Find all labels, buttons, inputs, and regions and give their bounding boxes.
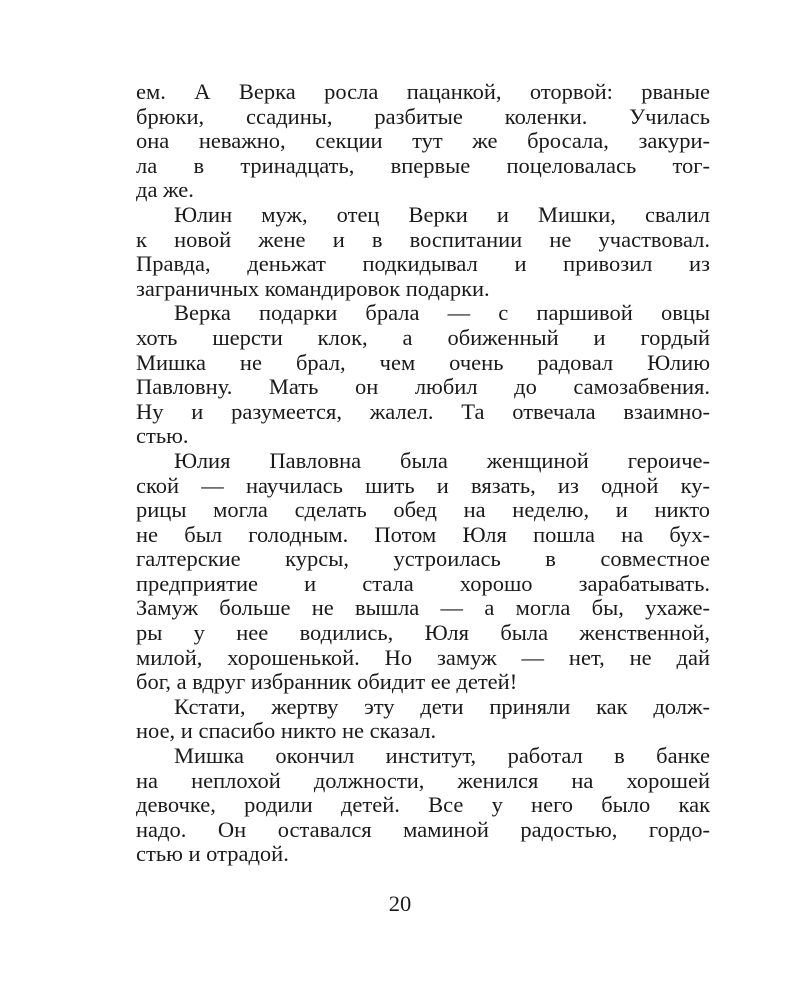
text-line: к новой жене и в воспитании не участвовал. (136, 226, 710, 252)
text-line: заграничных командировок подарки. (136, 275, 490, 301)
text-line: она неважно, секции тут же бросала, закури- (136, 128, 710, 154)
text-line: Верка подарки брала — с паршивой овцы (174, 300, 710, 326)
text-line: да же. (136, 177, 194, 203)
text-line: ем. А Верка росла пацанкой, оторвой: рваные (136, 79, 710, 104)
text-line: Юлин муж, отец Верки и Мишки, свалил (174, 201, 710, 227)
page-body (136, 80, 710, 867)
text-line: предприятие и стала хорошо зарабатывать. (136, 570, 710, 596)
text-line: галтерские курсы, устроилась в совместное (136, 546, 710, 572)
text-line: девочке, родили детей. Все у него было как (136, 792, 710, 818)
text-line: ное, и спасибо никто не сказал. (136, 718, 437, 744)
text-line: не был голодным. Потом Юля пошла на бух- (136, 521, 710, 547)
text-line: Кстати, жертву эту дети приняли как долж- (174, 693, 710, 719)
text-line: Павловну. Мать он любил до самозабвения. (136, 374, 710, 400)
text-line: Мишка окончил институт, работал в банке (174, 743, 710, 769)
text-line: Ну и разумеется, жалел. Та отвечала взаимно- (136, 398, 710, 424)
text-line: хоть шерсти клок, а обиженный и гордый (136, 324, 710, 350)
text-line: бог, а вдруг избранник обидит ее детей! (136, 669, 518, 695)
text-line: Юлия Павловна была женщиной героиче- (174, 447, 710, 473)
page-number: 20 (388, 891, 412, 916)
text-line: на неплохой должности, женился на хорошей (136, 767, 710, 793)
text-line: стью и отрадой. (136, 841, 289, 867)
text-line: брюки, ссадины, разбитые коленки. Училась (136, 103, 710, 129)
text-line: ской — научилась шить и вязать, из одной ку- (136, 472, 710, 498)
text-line: надо. Он оставался маминой радостью, гордо- (136, 816, 710, 842)
text-line: милой, хорошенькой. Но замуж — нет, не дай (136, 644, 710, 670)
text-line: рицы могла сделать обед на неделю, и никто (136, 497, 710, 523)
text-line: стью. (136, 423, 189, 449)
text-line: Мишка не брал, чем очень радовал Юлию (136, 349, 710, 375)
text-line: ла в тринадцать, впервые поцеловалась тог- (136, 152, 710, 178)
text-line: Правда, деньжат подкидывал и привозил из (136, 251, 710, 277)
text-line: ры у нее водились, Юля была женственной, (136, 620, 710, 646)
text-line: Замуж больше не вышла — а могла бы, ухаже- (136, 595, 710, 621)
